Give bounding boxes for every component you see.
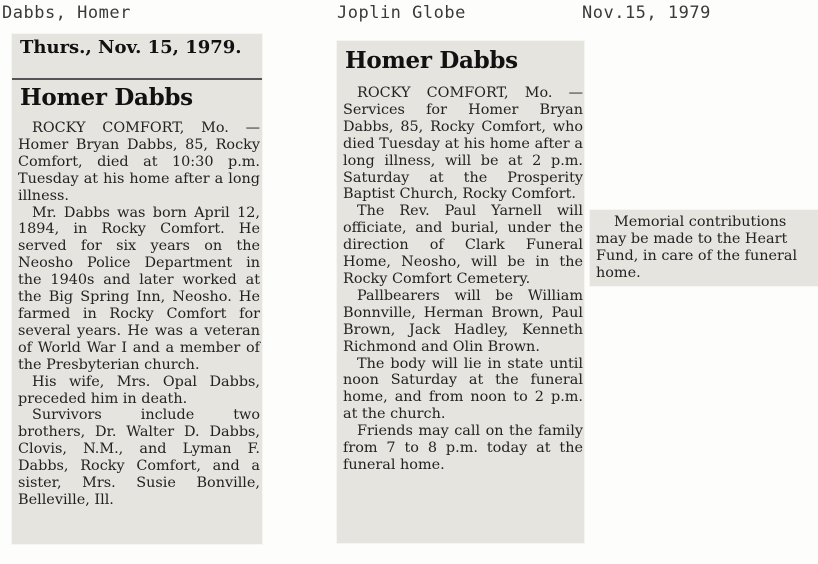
clipping-paragraph: Mr. Dabbs was born April 12, 1894, in Rocky Comfort. He served for six years on the Neosho Police Department in the 1940s and later worked at the Big Spring Inn, Neosho. He farmed in Rocky Comfort for several years. He was a veteran of World War I and a member of the Presbyterian church. [18, 204, 260, 373]
clipping-paragraph: Friends may call on the family from 7 to 8 p.m. today at the funeral home. [343, 423, 583, 473]
typed-label-newspaper: Joplin Globe [337, 3, 466, 23]
clipping-body [18, 120, 260, 509]
clipping-paragraph: The Rev. Paul Yarnell will officiate, and burial, under the direction of Clark Funeral Home, Neosho, will be in the Rocky Comfort Cemetery. [343, 203, 583, 287]
clipping-line: Fund, in care of the funeral [596, 247, 798, 264]
clipping-paragraph: Survivors include two brothers, Dr. Walter D. Dabbs, Clovis, N.M., and Lyman F. Dabbs, Rocky Comfort, and a sister, Mrs. Susie Bonville, Belleville, Ill. [18, 407, 260, 508]
clipping-headline: Homer Dabbs [345, 47, 518, 74]
clipping-line: home. [596, 264, 641, 281]
clipping-dateline: Thurs., Nov. 15, 1979. [20, 37, 242, 58]
clipping-paragraph: His wife, Mrs. Opal Dabbs, preceded him in death. [18, 373, 260, 407]
clipping-headline: Homer Dabbs [20, 84, 193, 111]
clipping-paragraph: The body will lie in state until noon Saturday at the funeral home, and from noon to 2 p.m. at the church. [343, 355, 583, 423]
clipping-paragraph: Pallbearers will be William Bonnville, Herman Brown, Paul Brown, Jack Hadley, Kenneth Richmond and Olin Brown. [343, 287, 583, 355]
obituary-clipping-2 [337, 41, 584, 543]
obituary-clipping-1 [12, 34, 262, 544]
clipping-paragraph: ROCKY COMFORT, Mo. — Services for Homer Bryan Dabbs, 85, Rocky Comfort, who died Tuesday at his home after a long illness, will be at 2 p.m. Saturday at the Prosperity Baptist Church, Rocky Comfort. [343, 85, 583, 203]
clipping-body [596, 214, 818, 282]
clipping-line: may be made to the Heart [596, 230, 788, 247]
clipping-body [343, 85, 583, 474]
clipping-line: Memorial contributions [614, 214, 787, 230]
clipping-paragraph: ROCKY COMFORT, Mo. — Homer Bryan Dabbs, 85, Rocky Comfort, died at 10:30 p.m. Tuesday at his home after a long illness. [18, 120, 260, 204]
typed-label-name: Dabbs, Homer [2, 3, 131, 23]
dateline-rule [12, 78, 262, 80]
typed-label-date: Nov.15, 1979 [582, 3, 711, 23]
memorial-clipping [590, 210, 818, 286]
